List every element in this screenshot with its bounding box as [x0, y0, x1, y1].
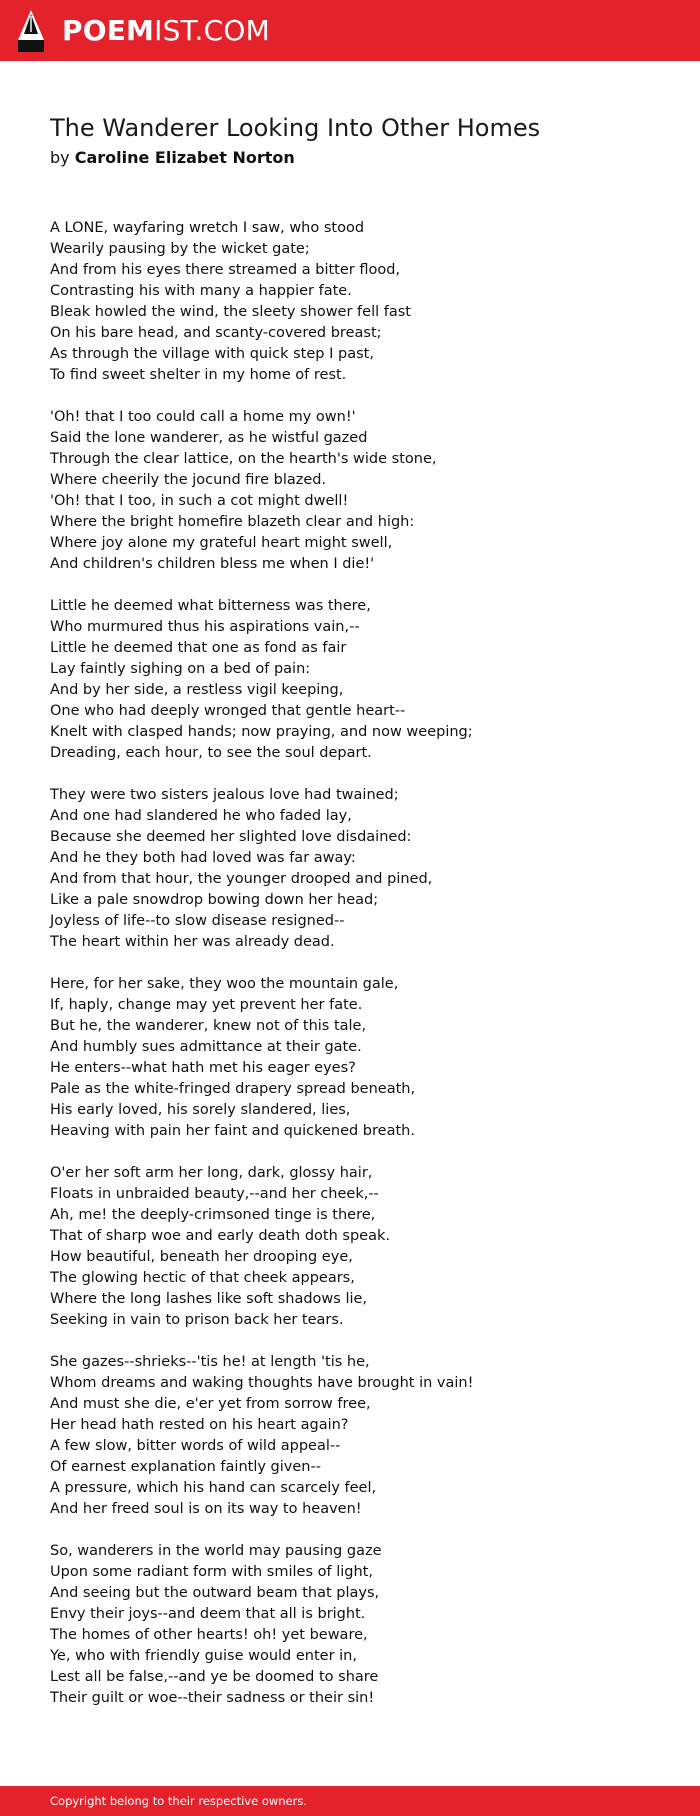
poem-line: As through the village with quick step I past, — [50, 346, 374, 362]
poem-line: Their guilt or woe--their sadness or their sin! — [50, 1690, 375, 1706]
logo-wordmark-light: IST.COM — [154, 14, 270, 47]
poem-body — [50, 218, 670, 1730]
poem-line: Of earnest explanation faintly given-- — [50, 1459, 321, 1475]
poem-line: Knelt with clasped hands; now praying, and now weeping; — [50, 724, 473, 740]
poem-title: The Wanderer Looking Into Other Homes — [50, 114, 541, 142]
poem-line: Here, for her sake, they woo the mountain gale, — [50, 976, 399, 992]
poem-byline — [50, 148, 295, 167]
poem-line: A LONE, wayfaring wretch I saw, who stood — [50, 220, 365, 236]
poem-line: Little he deemed what bitterness was there, — [50, 598, 371, 614]
poem-line: The homes of other hearts! oh! yet beware, — [50, 1627, 368, 1643]
poem-line: But he, the wanderer, knew not of this tale, — [50, 1018, 367, 1034]
poem-line: To find sweet shelter in my home of rest. — [50, 367, 347, 383]
poem-line: And her freed soul is on its way to heaven! — [50, 1501, 362, 1517]
poem-line: Said the lone wanderer, as he wistful gazed — [50, 430, 368, 446]
poem-line: On his bare head, and scanty-covered breast; — [50, 325, 382, 341]
poem-line: Because she deemed her slighted love disdained: — [50, 829, 412, 845]
site-logo-link[interactable] — [18, 10, 270, 52]
poem-line: Through the clear lattice, on the hearth's wide stone, — [50, 451, 437, 467]
poem-line: Bleak howled the wind, the sleety shower fell fast — [50, 304, 411, 320]
poem-line: Envy their joys--and deem that all is bright. — [50, 1606, 366, 1622]
poem-stanza — [50, 407, 670, 575]
poem-line: He enters--what hath met his eager eyes? — [50, 1060, 356, 1076]
poem-line: Whom dreams and waking thoughts have brought in vain! — [50, 1375, 474, 1391]
site-header — [0, 0, 700, 61]
logo-wordmark — [62, 10, 270, 52]
poem-line: Where the bright homefire blazeth clear and high: — [50, 514, 415, 530]
poem-line: And humbly sues admittance at their gate. — [50, 1039, 362, 1055]
poem-stanza — [50, 1541, 670, 1709]
poem-line: And from his eyes there streamed a bitter flood, — [50, 262, 401, 278]
poem-line: Heaving with pain her faint and quickened breath. — [50, 1123, 415, 1139]
poem-stanza — [50, 1352, 670, 1520]
poem-line: How beautiful, beneath her drooping eye, — [50, 1249, 353, 1265]
poem-line: Ah, me! the deeply-crimsoned tinge is there, — [50, 1207, 376, 1223]
poem-line: And must she die, e'er yet from sorrow free, — [50, 1396, 371, 1412]
poem-stanza — [50, 218, 670, 386]
poem-line: Little he deemed that one as fond as fair — [50, 640, 347, 656]
poem-line: Where cheerily the jocund fire blazed. — [50, 472, 327, 488]
poem-line: If, haply, change may yet prevent her fate. — [50, 997, 363, 1013]
poem-line: Joyless of life--to slow disease resigned-- — [50, 913, 345, 929]
poem-line: That of sharp woe and early death doth speak. — [50, 1228, 390, 1244]
poem-line: A pressure, which his hand can scarcely feel, — [50, 1480, 377, 1496]
poem-line: One who had deeply wronged that gentle heart-- — [50, 703, 406, 719]
poem-line: Wearily pausing by the wicket gate; — [50, 241, 310, 257]
poem-line: And from that hour, the younger drooped and pined, — [50, 871, 433, 887]
poem-stanza — [50, 1163, 670, 1331]
poem-line: His early loved, his sorely slandered, lies, — [50, 1102, 351, 1118]
poem-author[interactable]: Caroline Elizabet Norton — [74, 148, 295, 167]
poem-stanza — [50, 596, 670, 764]
poem-line: Floats in unbraided beauty,--and her cheek,-- — [50, 1186, 379, 1202]
poem-line: Where the long lashes like soft shadows lie, — [50, 1291, 368, 1307]
poem-line: Where joy alone my grateful heart might swell, — [50, 535, 393, 551]
poem-line: And he they both had loved was far away: — [50, 850, 356, 866]
poem-line: Upon some radiant form with smiles of light, — [50, 1564, 373, 1580]
poem-line: Lay faintly sighing on a bed of pain: — [50, 661, 311, 677]
poem-line: And by her side, a restless vigil keeping, — [50, 682, 344, 698]
site-footer — [0, 1786, 700, 1816]
poem-line: And one had slandered he who faded lay, — [50, 808, 352, 824]
poem-line: Who murmured thus his aspirations vain,-- — [50, 619, 360, 635]
poem-line: Contrasting his with many a happier fate. — [50, 283, 352, 299]
poem-line: Ye, who with friendly guise would enter in, — [50, 1648, 357, 1664]
poem-line: The glowing hectic of that cheek appears, — [50, 1270, 355, 1286]
poem-line: Seeking in vain to prison back her tears. — [50, 1312, 344, 1328]
poem-line: O'er her soft arm her long, dark, glossy hair, — [50, 1165, 373, 1181]
poem-line: Dreading, each hour, to see the soul depart. — [50, 745, 372, 761]
poem-line: And seeing but the outward beam that plays, — [50, 1585, 380, 1601]
logo-wordmark-bold: POEM — [62, 14, 155, 47]
poem-line: 'Oh! that I too could call a home my own!' — [50, 409, 356, 425]
poem-stanza — [50, 974, 670, 1142]
poem-line: A few slow, bitter words of wild appeal-- — [50, 1438, 341, 1454]
poem-line: And children's children bless me when I die!' — [50, 556, 375, 572]
poem-stanza — [50, 785, 670, 953]
poem-line: Her head hath rested on his heart again? — [50, 1417, 349, 1433]
poem-line: So, wanderers in the world may pausing gaze — [50, 1543, 382, 1559]
copyright-text: Copyright belong to their respective owners. — [50, 1794, 308, 1808]
poem-line: They were two sisters jealous love had twained; — [50, 787, 399, 803]
byline-prefix: by — [50, 148, 70, 167]
poem-line: Lest all be false,--and ye be doomed to share — [50, 1669, 379, 1685]
poem-line: Pale as the white-fringed drapery spread beneath, — [50, 1081, 416, 1097]
poem-line: She gazes--shrieks--'tis he! at length 'tis he, — [50, 1354, 370, 1370]
poem-line: Like a pale snowdrop bowing down her head; — [50, 892, 379, 908]
poem-line: The heart within her was already dead. — [50, 934, 335, 950]
poem-line: 'Oh! that I too, in such a cot might dwell! — [50, 493, 349, 509]
quill-pen-icon — [18, 10, 44, 52]
